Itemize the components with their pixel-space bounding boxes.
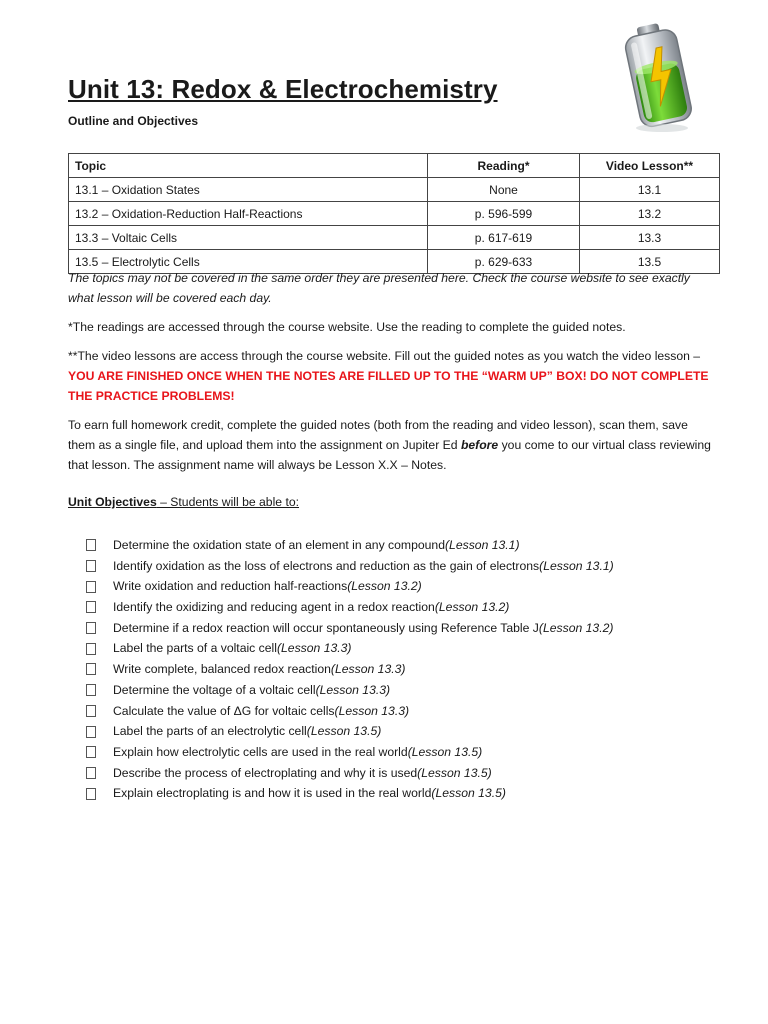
list-item <box>86 742 614 763</box>
topic-cell: 13.1 – Oxidation States <box>69 178 428 202</box>
list-item <box>86 618 614 639</box>
objective-lesson: (Lesson 13.3) <box>330 662 406 677</box>
list-item <box>86 535 614 556</box>
list-item <box>86 597 614 618</box>
topic-cell: 13.5 – Electrolytic Cells <box>69 250 428 274</box>
list-item <box>86 680 614 701</box>
video-note-text: **The video lessons are access through the course website. Fill out the guided notes as you watch the video lesson – <box>68 349 701 363</box>
objective-text: Label the parts of a voltaic cell <box>113 641 277 656</box>
objective-text: Determine the oxidation state of an element in any compound <box>113 538 445 552</box>
objective-lesson: (Lesson 13.3) <box>334 703 410 718</box>
objective-lesson: (Lesson 13.2) <box>347 579 422 594</box>
objective-text: Identify oxidation as the loss of electrons and reduction as the gain of electrons <box>113 558 540 573</box>
list-item <box>86 783 614 804</box>
video-lesson-cell: 13.5 <box>580 250 720 274</box>
list-item <box>86 721 614 742</box>
objective-lesson: (Lesson 13.3) <box>276 641 352 656</box>
topics-table <box>68 153 720 274</box>
objectives-heading <box>68 495 299 509</box>
objective-lesson: (Lesson 13.5) <box>417 765 492 780</box>
table-row <box>69 202 720 226</box>
objective-text: Calculate the value of ΔG for voltaic cells <box>113 703 335 718</box>
objective-lesson: (Lesson 13.2) <box>538 620 614 635</box>
objective-text: Label the parts of an electrolytic cell <box>113 724 307 739</box>
page-subtitle: Outline and Objectives <box>68 114 199 128</box>
order-note: The topics may not be covered in the same order they are presented here. Check the course website to see exactly what lesson will be covered each day. <box>68 271 690 305</box>
checkbox-icon[interactable] <box>86 684 96 696</box>
objectives-heading-label: Unit Objectives <box>68 495 157 509</box>
checkbox-icon[interactable] <box>86 539 96 551</box>
video-note-warning: YOU ARE FINISHED ONCE WHEN THE NOTES ARE FILLED UP TO THE “WARM UP” BOX! DO NOT COMPLETE THE PRACTICE PROBLEMS! <box>68 369 709 403</box>
checkbox-icon[interactable] <box>86 767 96 779</box>
objectives-list <box>86 535 614 804</box>
column-header-reading: Reading* <box>428 154 580 178</box>
objective-lesson: (Lesson 13.3) <box>315 682 391 697</box>
objective-lesson: (Lesson 13.1) <box>444 538 520 552</box>
table-row <box>69 178 720 202</box>
list-item <box>86 701 614 722</box>
checkbox-icon[interactable] <box>86 581 96 593</box>
objective-text: Explain electroplating is and how it is used in the real world <box>113 786 432 801</box>
checkbox-icon[interactable] <box>86 663 96 675</box>
list-item <box>86 638 614 659</box>
column-header-video-lesson: Video Lesson** <box>580 154 720 178</box>
checkbox-icon[interactable] <box>86 746 96 758</box>
objective-text: Explain how electrolytic cells are used in the real world <box>113 744 408 759</box>
topic-cell: 13.2 – Oxidation-Reduction Half-Reactions <box>69 202 428 226</box>
checkbox-icon[interactable] <box>86 601 96 613</box>
objective-lesson: (Lesson 13.2) <box>434 600 510 615</box>
battery-icon <box>614 18 704 134</box>
table-header-row <box>69 154 720 178</box>
checkbox-icon[interactable] <box>86 788 96 800</box>
credit-note <box>68 415 718 475</box>
credit-note-end: you come to our virtual class reviewing that lesson. The assignment name will always be Lesson X.X – Notes. <box>68 438 711 472</box>
reading-cell: p. 617-619 <box>428 226 580 250</box>
checkbox-icon[interactable] <box>86 726 96 738</box>
objectives-heading-rest: – Students will be able to: <box>156 495 300 509</box>
checkbox-icon[interactable] <box>86 622 96 634</box>
readings-note: *The readings are accessed through the course website. Use the reading to complete the guided notes. <box>68 320 626 334</box>
video-lesson-cell: 13.2 <box>580 202 720 226</box>
credit-note-text: To earn full homework credit, complete the guided notes (both from the reading and video lesson), scan them, save them as a single file, and upload them into the assignment on Jupiter Ed <box>68 418 688 452</box>
objective-lesson: (Lesson 13.1) <box>539 558 614 573</box>
objective-text: Determine the voltage of a voltaic cell <box>113 682 316 697</box>
objective-text: Write complete, balanced redox reaction <box>113 662 331 677</box>
objective-lesson: (Lesson 13.5) <box>306 724 382 739</box>
checkbox-icon[interactable] <box>86 643 96 655</box>
objective-text: Write oxidation and reduction half-reactions <box>113 579 348 594</box>
reading-cell: None <box>428 178 580 202</box>
objective-text: Identify the oxidizing and reducing agent in a redox reaction <box>113 600 435 615</box>
objective-lesson: (Lesson 13.5) <box>431 786 506 801</box>
objective-text: Determine if a redox reaction will occur spontaneously using Reference Table J <box>113 620 539 635</box>
reading-cell: p. 596-599 <box>428 202 580 226</box>
checkbox-icon[interactable] <box>86 705 96 717</box>
objective-text: Describe the process of electroplating and why it is used <box>113 765 418 780</box>
topic-cell: 13.3 – Voltaic Cells <box>69 226 428 250</box>
list-item <box>86 659 614 680</box>
reading-cell: p. 629-633 <box>428 250 580 274</box>
list-item <box>86 556 614 577</box>
video-lesson-cell: 13.3 <box>580 226 720 250</box>
credit-note-emphasis: before <box>460 438 499 452</box>
video-note <box>68 346 718 406</box>
column-header-topic: Topic <box>69 154 428 178</box>
objective-lesson: (Lesson 13.5) <box>407 744 483 759</box>
video-lesson-cell: 13.1 <box>580 178 720 202</box>
page-title: Unit 13: Redox & Electrochemistry <box>68 74 498 104</box>
table-row <box>69 226 720 250</box>
checkbox-icon[interactable] <box>86 560 96 572</box>
list-item <box>86 576 614 597</box>
list-item <box>86 763 614 784</box>
